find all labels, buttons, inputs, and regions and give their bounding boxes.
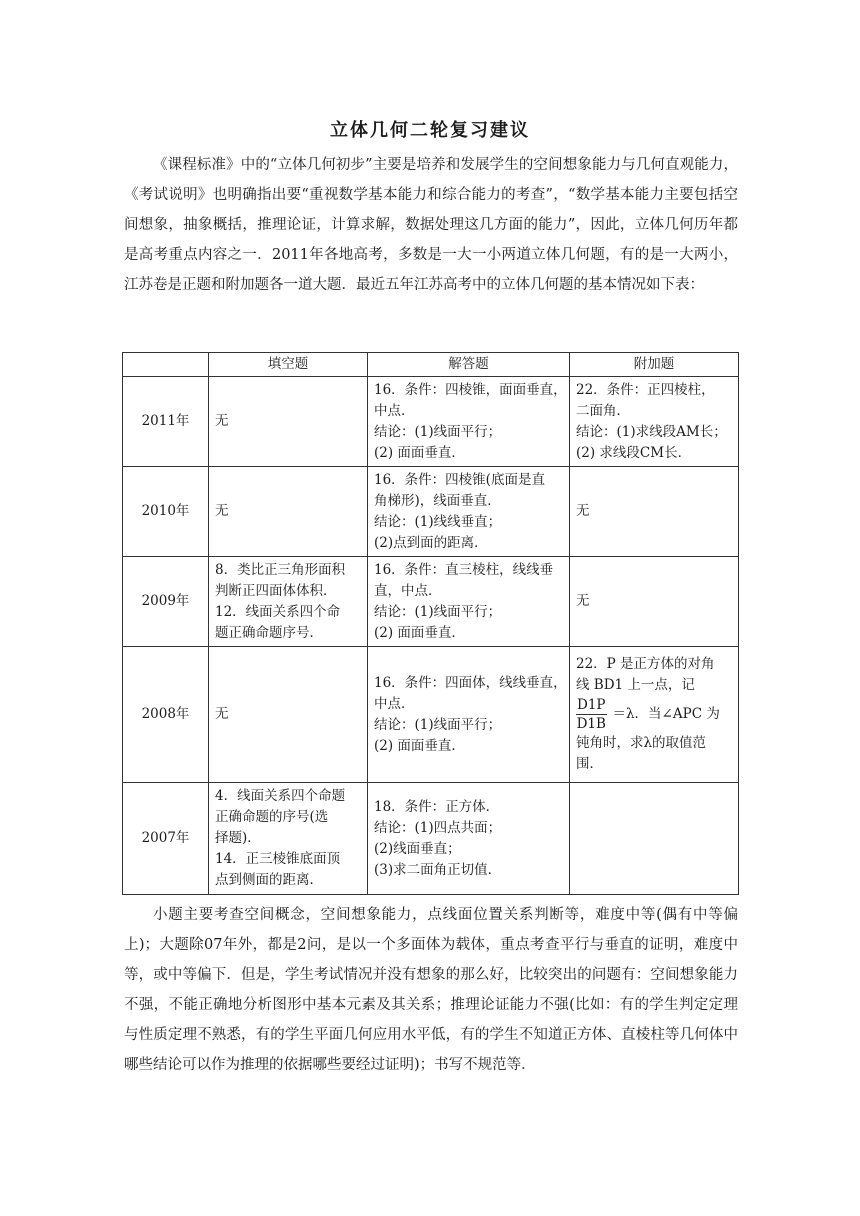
fill-cell bbox=[209, 467, 368, 557]
answer-cell bbox=[368, 377, 570, 467]
cell-line: 22．条件：正四棱柱， bbox=[576, 381, 715, 398]
cell-line: 中点． bbox=[374, 402, 415, 419]
cell-line: 16．条件：四棱锥，面面垂直， bbox=[374, 381, 567, 398]
table-header-row bbox=[123, 353, 739, 377]
cell-line: 16．条件：直三棱柱，线线垂 bbox=[374, 561, 554, 578]
cell-line: 16．条件：四面体，线线垂直， bbox=[374, 674, 567, 691]
cell-line: 钝角时，求λ的取值范 bbox=[576, 735, 707, 751]
extra-cell bbox=[570, 377, 739, 467]
cell-line: 结论：(1)线面平行； bbox=[374, 423, 502, 440]
header-extra: 附加题 bbox=[570, 353, 739, 377]
extra-cell bbox=[570, 467, 739, 557]
cell-line: 角梯形)，线面垂直． bbox=[374, 492, 501, 509]
fraction-tail: ＝λ．当∠APC 为 bbox=[612, 706, 720, 722]
cell-line: (2) 面面垂直． bbox=[374, 444, 465, 461]
cell-line: 14．正三棱锥底面顶 bbox=[215, 851, 341, 867]
fraction-denominator: D1B bbox=[576, 716, 606, 732]
cell-line: (2)点到面的距离． bbox=[374, 534, 488, 551]
answer-cell bbox=[368, 557, 570, 647]
year-cell: 2007年 bbox=[123, 783, 209, 895]
cell-line: 题正确命题序号． bbox=[215, 624, 323, 641]
cell-line: 无 bbox=[576, 593, 590, 609]
fill-cell bbox=[209, 647, 368, 783]
fraction-numerator: D1P bbox=[577, 697, 606, 713]
fill-cell bbox=[209, 783, 368, 895]
fill-cell bbox=[209, 557, 368, 647]
answer-cell bbox=[368, 783, 570, 895]
extra-cell bbox=[570, 557, 739, 647]
cell-line: 无 bbox=[215, 413, 229, 429]
cell-line: 择题)． bbox=[215, 830, 261, 846]
header-empty bbox=[123, 353, 209, 377]
year-cell: 2011年 bbox=[123, 377, 209, 467]
cell-line: 围． bbox=[576, 756, 603, 772]
answer-cell bbox=[368, 467, 570, 557]
cell-line: (2)线面垂直； bbox=[374, 840, 461, 857]
cell-line: (3)求二面角正切值． bbox=[374, 861, 502, 878]
cell-line: 8．类比正三角形面积 bbox=[215, 561, 346, 578]
cell-line: 结论：(1)求线段AM长； bbox=[576, 423, 727, 440]
header-answer: 解答题 bbox=[368, 353, 570, 377]
ratio-fraction bbox=[576, 696, 607, 733]
header-fill: 填空题 bbox=[209, 353, 368, 377]
summary-text: 小题主要考查空间概念，空间想象能力，点线面位置关系判断等，难度中等(偶有中等偏上)；大题除07年外，都是2问，是以一个多面体为载体，重点考查平行与垂直的证明，难度中等，或中等偏下．但是，学生考试情况并没有想象的那么好，比较突出的问题有：空间想象能力不强，不能正确地分析图形中基本元素及其关系；推理论证能力不强(比如：有的学生判定定理与性质定理不熟悉，有的学生平面几何应用水平低，有的学生不知道正方体、直棱柱等几何体中哪些结论可以作为推理的依据哪些要经过证明)；书写不规范等． bbox=[124, 907, 738, 1073]
cell-line: 结论：(1)线面平行； bbox=[374, 716, 502, 733]
cell-line: 结论：(1)四点共面； bbox=[374, 819, 502, 836]
cell-line: 点到侧面的距离． bbox=[215, 872, 323, 888]
year-cell: 2009年 bbox=[123, 557, 209, 647]
cell-line: 结论：(1)线线垂直； bbox=[374, 513, 502, 530]
table-row bbox=[123, 783, 739, 895]
intro-text: 《课程标准》中的“立体几何初步”主要是培养和发展学生的空间想象能力与几何直观能力，《考试说明》也明确指出要“重视数学基本能力和综合能力的考查”，“数学基本能力主要包括空间想象，抽象概括，推理论证，计算求解，数据处理这几方面的能力”，因此，立体几何历年都是高考重点内容之一．2011年各地高考，多数是一大一小两道立体几何题，有的是一大两小，江苏卷是正题和附加题各一道大题．最近五年江苏高考中的立体几何题的基本情况如下表： bbox=[124, 157, 738, 293]
answer-cell bbox=[368, 647, 570, 783]
cell-line: 正确命题的序号(选 bbox=[215, 809, 329, 825]
table-row bbox=[123, 647, 739, 783]
cell-line: (2) 求线段CM长． bbox=[576, 444, 692, 461]
table-row bbox=[123, 377, 739, 467]
intro-paragraph bbox=[124, 150, 738, 300]
extra-cell bbox=[570, 647, 739, 783]
cell-line: (2) 面面垂直． bbox=[374, 624, 465, 641]
cell-line: 12．线面关系四个命 bbox=[215, 603, 341, 620]
exam-summary-table bbox=[122, 352, 739, 895]
table-row bbox=[123, 467, 739, 557]
year-cell: 2008年 bbox=[123, 647, 209, 783]
document-title: 立体几何二轮复习建议 bbox=[330, 120, 530, 141]
fill-cell bbox=[209, 377, 368, 467]
fraction-line bbox=[576, 696, 732, 733]
cell-line: 线 BD1 上一点，记 bbox=[576, 677, 695, 693]
cell-line: 4．线面关系四个命题 bbox=[215, 788, 346, 804]
cell-line: 结论：(1)线面平行； bbox=[374, 603, 502, 620]
cell-line: 二面角． bbox=[576, 402, 630, 419]
cell-line: 判断正四面体体积． bbox=[215, 582, 337, 599]
cell-line: 22．P 是正方体的对角 bbox=[576, 656, 715, 672]
cell-line: 18．条件：正方体． bbox=[374, 798, 500, 815]
year-cell: 2010年 bbox=[123, 467, 209, 557]
summary-paragraph bbox=[124, 900, 738, 1080]
cell-line: 直，中点． bbox=[374, 582, 442, 599]
cell-line: 中点． bbox=[374, 695, 415, 712]
cell-line: 16．条件：四棱锥(底面是直 bbox=[374, 471, 545, 488]
extra-cell bbox=[570, 783, 739, 895]
cell-line: 无 bbox=[215, 503, 229, 519]
cell-line: 无 bbox=[215, 706, 229, 722]
cell-line: 无 bbox=[576, 503, 590, 519]
cell-line: (2) 面面垂直． bbox=[374, 737, 465, 754]
table-row bbox=[123, 557, 739, 647]
